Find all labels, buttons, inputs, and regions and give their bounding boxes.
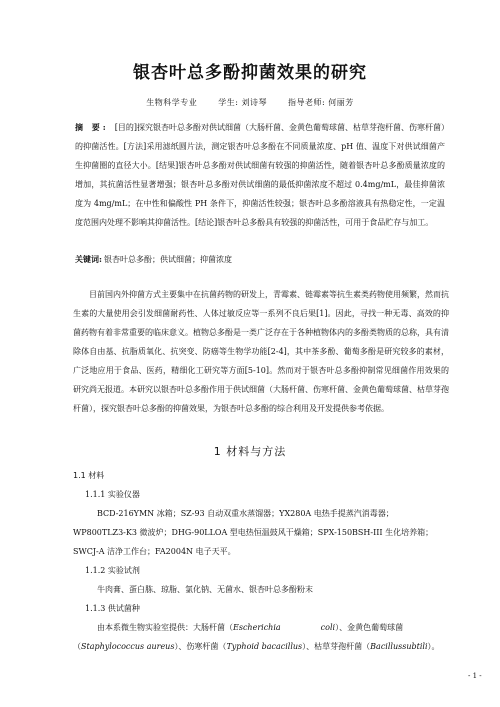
intro-paragraph: 目前国内外抑菌方式主要集中在抗菌药物的研发上，青霉素、链霉素等抗生素类药物使用频繁，然而抗生素的大量使用会引发细菌耐药性、人体过敏反应等一系列不良后果[1]。因此，寻找一种无毒、高效的抑菌药物有着非常重要的临床意义。植物总多酚是一类广泛存在于各种植物体内的多酚类物质的总称，具有清除体自由基、抗脂质氧化、抗突变、防癌等生物学功能[2-4]，其中茶多酚、葡萄多酚是研究较多的素材，广泛地应用于食品、医药，精细化工研究等方面[5-10]。然而对于银杏叶总多酚抑制常见细菌作用效果的研究尚无报道。本研究以银杏叶总多酚作用于供试细菌（大肠杆菌、伤寒杆菌、金黄色葡萄球菌、枯草芽孢杆菌），探究银杏叶总多酚的抑菌效果，为银杏叶总多酚的综合利用及开发提供参考依据。 bbox=[73, 290, 449, 413]
reagents-line: 牛肉膏、蛋白胨、琼脂、氯化钠、无菌水、银杏叶总多酚粉末 bbox=[97, 585, 313, 594]
strains-text: ）、金黄色葡萄球菌 bbox=[335, 623, 404, 632]
byline-student: 学生: 刘诗琴 bbox=[218, 98, 267, 107]
byline-advisor: 指导老师: 何丽芳 bbox=[288, 98, 354, 107]
strains-line bbox=[73, 618, 453, 637]
strains-text: 由本系微生物实验室提供：大肠杆菌（ bbox=[97, 623, 233, 632]
strains-text: （ bbox=[73, 642, 81, 651]
abstract-text: [目的]探究银杏叶总多酚对供试细菌（大肠杆菌、金黄色葡萄球菌、枯草芽孢杆菌、伤寒杆菌）的抑菌活性。[方法]采用滤纸圆片法，测定银杏叶总多酚在不同质量浓度、pH 值、温度下对供试细菌产生抑菌圈的直径大小。[结果]银杏叶总多酚对供试细菌有较强的抑菌活性，随着银杏叶总多酚质量浓度的增加，其抗菌活性显著增强；银杏叶总多酚对供试细菌的最低抑菌浓度不超过 0.4mg/mL，最佳抑菌浓度为 4mg/mL；在中性和偏酸性 PH 条件下，抑菌活性较强；银杏叶总多酚溶液具有热稳定性，一定温度范围内处理不影响其抑菌活性。[结论]银杏叶总多酚具有较强的抑菌活性，可用于食品贮存与加工。 bbox=[75, 123, 445, 227]
keywords bbox=[75, 252, 445, 267]
strains-text: ）。 bbox=[427, 642, 440, 651]
abstract-label: 摘 要: bbox=[75, 122, 109, 132]
abstract bbox=[75, 118, 445, 232]
instruments-line: BCD-216YMN 冰箱；SZ-93 自动双重水蒸馏器；YX280A 电热手提蒸汽消毒器； bbox=[97, 509, 394, 518]
subsubsection-heading: 1.1.2 实验试剂 bbox=[85, 566, 140, 575]
species-name: Staphylococcus aureus bbox=[81, 642, 175, 651]
section-body bbox=[73, 466, 453, 656]
section-heading: 1 材料与方法 bbox=[213, 445, 287, 458]
subsubsection-heading: 1.1.1 实验仪器 bbox=[85, 490, 140, 499]
species-name: Typhoid bacacillus bbox=[226, 642, 303, 651]
keywords-label: 关键词: bbox=[75, 254, 102, 264]
byline-major: 生物科学专业 bbox=[146, 98, 198, 107]
page-number: - 1 - bbox=[468, 672, 482, 680]
instruments-line: WP800TLZ3-K3 微波炉；DHG-90LLOA 型电热恒温鼓风干燥箱；SPX-150BSH-III 生化培养箱； bbox=[73, 528, 434, 537]
subsubsection-heading: 1.1.3 供试菌种 bbox=[85, 604, 140, 613]
subsection-heading: 1.1 材料 bbox=[73, 471, 105, 480]
page-title: 银杏叶总多酚抑菌效果的研究 bbox=[133, 63, 367, 83]
species-name: Bacillussubtili bbox=[370, 642, 428, 651]
byline bbox=[0, 97, 500, 108]
strains-text: ）、伤寒杆菌（ bbox=[174, 642, 227, 651]
species-name: coli bbox=[320, 623, 336, 632]
strains-text: ）、枯草芽孢杆菌（ bbox=[302, 642, 371, 651]
instruments-line: SWCJ-A 洁净工作台；FA2004N 电子天平。 bbox=[73, 547, 236, 556]
keywords-text: 银杏叶总多酚；供试细菌；抑菌浓度 bbox=[103, 255, 232, 264]
strains-line bbox=[73, 637, 453, 656]
species-name: Escherichia bbox=[233, 623, 281, 632]
